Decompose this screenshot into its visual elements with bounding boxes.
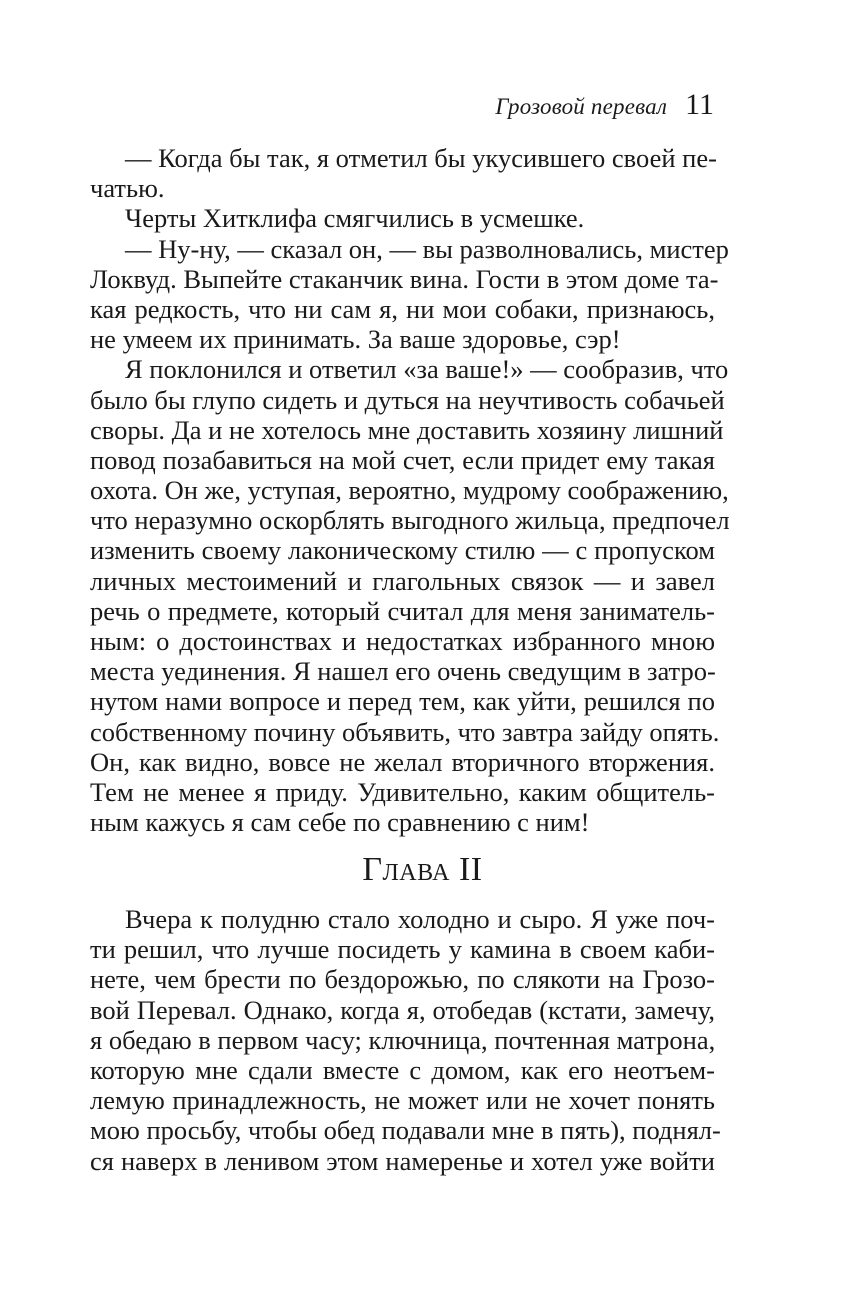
text-line: Локвуд. Выпейте стаканчик вина. Гости в этом доме та-	[90, 263, 719, 294]
text-line: не умеем их принимать. За ваше здоровье, сэр!	[90, 324, 621, 355]
chapter-title: Глава II	[362, 851, 483, 888]
text-line: повод позабавиться на мой счет, если придет ему такая	[90, 444, 715, 475]
text-line: ся наверх в ленивом этом намеренье и хотел уже войти	[90, 1145, 715, 1176]
text-line: было бы глупо сидеть и дуться на неучтивость собачьей	[90, 384, 725, 415]
text-block-chapter-start	[90, 904, 721, 1176]
text-line: Я поклонился и ответил «за ваше!» — сообразив, что	[125, 354, 729, 385]
running-head	[495, 88, 714, 122]
text-line: Он, как видно, вовсе не желал вторичного вторжения.	[90, 746, 715, 777]
text-line: личных местоимений и глагольных связок — и завел	[90, 565, 715, 596]
text-line: лемую принадлежность, не может или не хочет понять	[90, 1085, 715, 1116]
text-block-before-chapter	[90, 143, 730, 838]
page-number: 11	[685, 88, 714, 121]
text-line: что неразумно оскорблять выгодного жильца, предпочел	[90, 505, 730, 536]
text-line: ным кажусь я сам себе по сравнению с ним!	[90, 807, 590, 838]
text-line: я обедаю в первом часу; ключница, почтенная матрона,	[90, 1024, 716, 1055]
text-line: Черты Хитклифа смягчились в усмешке.	[125, 203, 585, 234]
text-line: нутом нами вопросе и перед тем, как уйти, решился по	[90, 686, 715, 717]
text-line: нете, чем брести по бездорожью, по слякоти на Грозо-	[90, 964, 715, 995]
text-line: охота. Он же, уступая, вероятно, мудрому соображению,	[90, 475, 729, 506]
text-line: мою просьбу, чтобы обед подавали мне в пять), поднял-	[90, 1115, 721, 1146]
text-line: — Ну-ну, — сказал он, — вы разволновались, мистер	[125, 233, 729, 264]
text-line: чатью.	[90, 173, 165, 204]
text-line: места уединения. Я нашел его очень сведущим в затро-	[90, 656, 716, 687]
text-line: Тем не менее я приду. Удивительно, каким общитель-	[90, 776, 715, 807]
text-line: своры. Да и не хотелось мне доставить хозяину лишний	[90, 414, 724, 445]
text-line: Вчера к полудню стало холодно и сыро. Я уже поч-	[125, 904, 715, 934]
text-line: кая редкость, что ни сам я, ни мои собаки, признаюсь,	[90, 293, 715, 324]
running-head-title: Грозовой перевал	[495, 94, 668, 119]
text-line: изменить своему лаконическому стилю — с пропуском	[90, 535, 715, 566]
text-line: ти решил, что лучше посидеть у камина в своем каби-	[90, 934, 715, 965]
text-line: — Когда бы так, я отметил бы укусившего своей пе-	[125, 143, 717, 173]
text-line: речь о предмете, который считал для меня заниматель-	[90, 595, 715, 626]
text-line: которую мне сдали вместе с домом, как его неотъем-	[90, 1054, 715, 1085]
text-line: вой Перевал. Однако, когда я, отобедав (кстати, замечу,	[90, 994, 715, 1025]
text-line: ным: о достоинствах и недостатках избранного мною	[90, 626, 715, 656]
text-line: собственному почину объявить, что завтра зайду опять.	[90, 716, 720, 747]
